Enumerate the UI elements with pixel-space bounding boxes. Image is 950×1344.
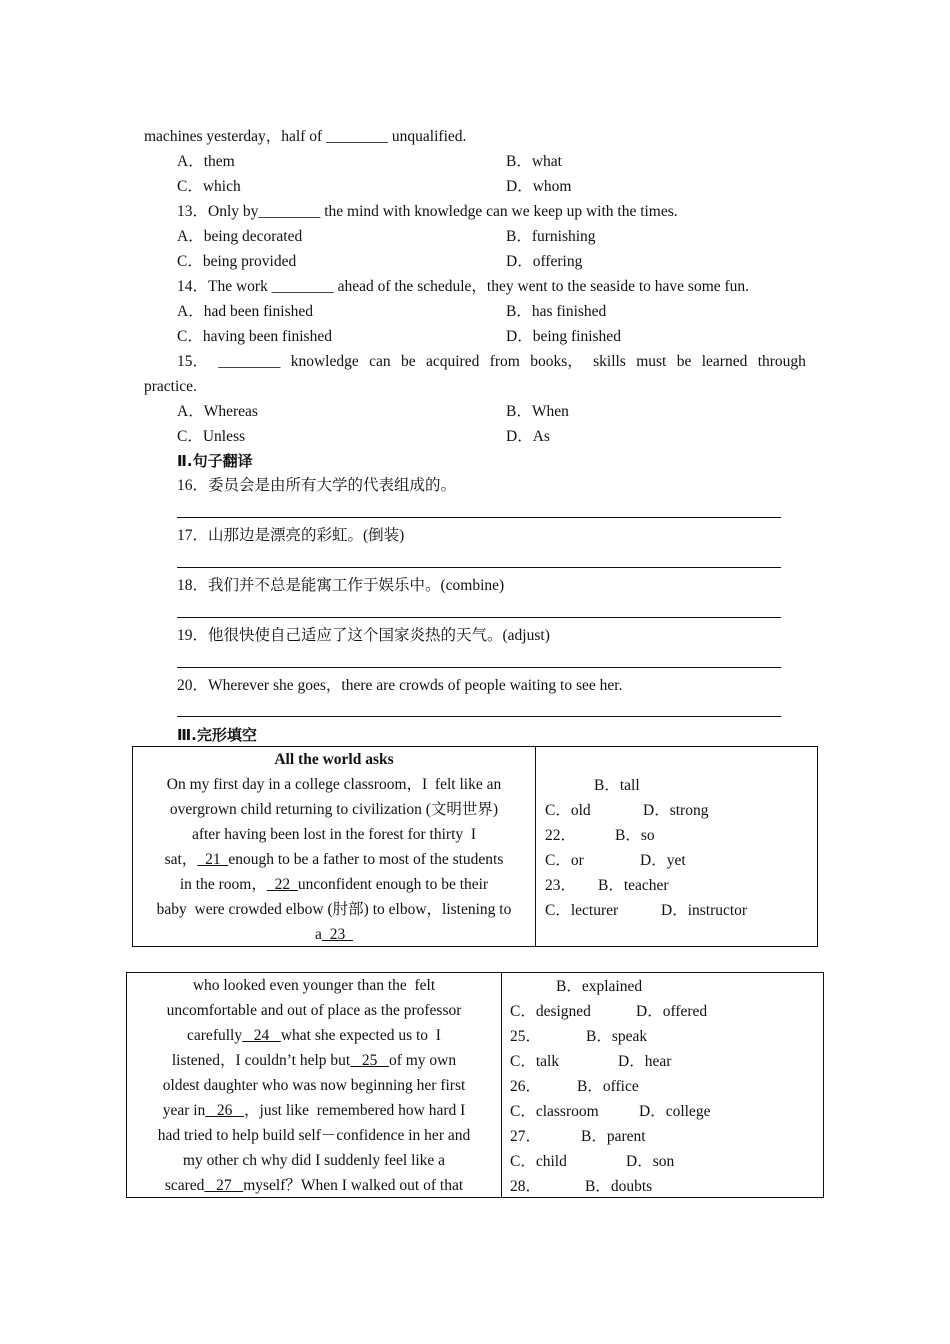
passage-line: overgrown child returning to civilization (文明世界): [169, 801, 499, 818]
option: B．doubts: [585, 1178, 653, 1195]
text: scared: [164, 1177, 205, 1194]
q15-word: acquired: [425, 353, 480, 370]
q14-stem: 14．The work ________ ahead of the schedule，they went to the seaside to have some fun.: [177, 278, 750, 295]
option: C．child: [510, 1153, 567, 1170]
q15-word: from: [489, 353, 520, 370]
text: enough to be a father to most of the students: [228, 851, 504, 868]
option: B．office: [577, 1078, 639, 1095]
blank-27[interactable]: 27: [204, 1177, 244, 1194]
option: D．instructor: [661, 902, 748, 919]
q13-option-d: D．offering: [506, 253, 583, 270]
q15-word: be: [676, 353, 692, 370]
q16-prompt: 16．委员会是由所有大学的代表组成的。: [177, 477, 457, 494]
question-number: 23．: [545, 877, 577, 894]
q14-option-d: D．being finished: [506, 328, 621, 345]
q13-option-c: C．being provided: [177, 253, 297, 270]
q15-word: skills: [593, 353, 626, 370]
q15-word: can: [369, 353, 391, 370]
q13-stem: 13．Only by________ the mind with knowledge can we keep up with the times.: [177, 203, 678, 220]
q12-tail: machines yesterday，half of ________ unqualified.: [144, 128, 467, 145]
passage-line: oldest daughter who was now beginning her first: [162, 1077, 466, 1094]
passage-line: baby were crowded elbow (肘部) to elbow，listening to: [156, 901, 512, 918]
q15-word: learned: [701, 353, 748, 370]
option: C．lecturer: [545, 902, 619, 919]
blank-21[interactable]: 21: [197, 851, 229, 868]
option: D．yet: [640, 852, 686, 869]
question-number: 25．: [510, 1028, 542, 1045]
q19-prompt: 19．他很快使自己适应了这个国家炎热的天气。(adjust): [177, 627, 550, 644]
passage-line: my other ch why did I suddenly feel like a: [182, 1152, 446, 1169]
passage-line: On my first day in a college classroom，I felt like an: [166, 776, 502, 793]
text: unconfident enough to be their: [297, 876, 489, 893]
question-number: 27．: [510, 1128, 542, 1145]
q15-word: knowledge: [290, 353, 359, 370]
q18-prompt: 18．我们并不总是能寓工作于娱乐中。(combine): [177, 577, 505, 594]
option: B．speak: [586, 1028, 648, 1045]
table-divider: [501, 972, 502, 1198]
q12-option-b: B．what: [506, 153, 562, 170]
passage-line: after having been lost in the forest for thirty I: [191, 826, 477, 843]
option: B．so: [615, 827, 655, 844]
passage-line: [133, 872, 535, 897]
text: listened，I couldn’t help but: [171, 1052, 351, 1069]
option: D．hear: [618, 1053, 672, 1070]
text: of my own: [388, 1052, 457, 1069]
q12-option-c: C．which: [177, 178, 241, 195]
answer-line: [177, 716, 781, 717]
text: in the room，: [179, 876, 267, 893]
question-number: 22．: [545, 827, 577, 844]
answer-line: [177, 667, 781, 668]
option: C．or: [545, 852, 584, 869]
option: B．tall: [594, 777, 640, 794]
option: D．son: [626, 1153, 675, 1170]
passage-line: [133, 922, 535, 947]
text: year in: [162, 1102, 206, 1119]
text: carefully: [187, 1027, 243, 1044]
q15-option-b: B．When: [506, 403, 569, 420]
q15-word: ________: [218, 353, 281, 370]
q20-prompt: 20．Wherever she goes，there are crowds of people waiting to see her.: [177, 677, 623, 694]
q13-option-b: B．furnishing: [506, 228, 596, 245]
passage-line: uncomfortable and out of place as the professor: [166, 1002, 462, 1019]
q15-word: be: [400, 353, 416, 370]
q15-word: through: [757, 353, 806, 370]
option: B．parent: [581, 1128, 646, 1145]
q12-option-d: D．whom: [506, 178, 572, 195]
blank-26[interactable]: 26: [205, 1102, 245, 1119]
text: ，just like remembered how hard I: [244, 1102, 466, 1119]
section-heading-translation: Ⅱ.句子翻译: [177, 452, 253, 470]
blank-22[interactable]: 22: [266, 876, 298, 893]
passage-line: who looked even younger than the felt: [192, 977, 436, 994]
passage-title: All the world asks: [274, 751, 394, 768]
question-number: 28．: [510, 1178, 542, 1195]
blank-25[interactable]: 25: [350, 1052, 389, 1069]
q15-word: must: [636, 353, 667, 370]
q14-option-b: B．has finished: [506, 303, 607, 320]
blank-24[interactable]: 24: [242, 1027, 281, 1044]
question-number: 26．: [510, 1078, 542, 1095]
q15-word: 15．: [177, 353, 209, 370]
passage-line: [127, 1173, 501, 1198]
option: C．talk: [510, 1053, 560, 1070]
option: C．old: [545, 802, 591, 819]
option: B．teacher: [598, 877, 669, 894]
section-heading-cloze: Ⅲ.完形填空: [177, 726, 257, 744]
answer-line: [177, 517, 781, 518]
option: D．offered: [636, 1003, 708, 1020]
text: sat，: [164, 851, 198, 868]
q14-option-c: C．having been finished: [177, 328, 332, 345]
text: what she expected us to I: [280, 1027, 441, 1044]
q15-stem: [177, 352, 806, 372]
q12-option-a: A．them: [177, 153, 235, 170]
q14-option-a: A．had been finished: [177, 303, 314, 320]
q15-option-a: A．Whereas: [177, 403, 258, 420]
blank-23[interactable]: 23: [321, 926, 353, 943]
passage-line: [127, 1048, 501, 1073]
q15-option-c: C．Unless: [177, 428, 246, 445]
option: B．explained: [556, 978, 643, 995]
option: D．strong: [643, 802, 709, 819]
passage-line: [133, 847, 535, 872]
passage-line: had tried to help build self－confidence in her and: [157, 1127, 471, 1144]
q15-option-d: D．As: [506, 428, 550, 445]
table-divider: [535, 746, 536, 947]
text: a: [315, 926, 322, 943]
text: myself？When I walked out of that: [243, 1177, 464, 1194]
q15-tail: practice.: [144, 378, 197, 395]
q13-option-a: A．being decorated: [177, 228, 303, 245]
answer-line: [177, 567, 781, 568]
passage-line: [127, 1023, 501, 1048]
option: C．designed: [510, 1003, 591, 1020]
option: D．college: [639, 1103, 711, 1120]
passage-line: [127, 1098, 501, 1123]
q17-prompt: 17．山那边是漂亮的彩虹。(倒装): [177, 527, 405, 544]
q15-word: books，: [530, 353, 583, 370]
answer-line: [177, 617, 781, 618]
option: C．classroom: [510, 1103, 599, 1120]
